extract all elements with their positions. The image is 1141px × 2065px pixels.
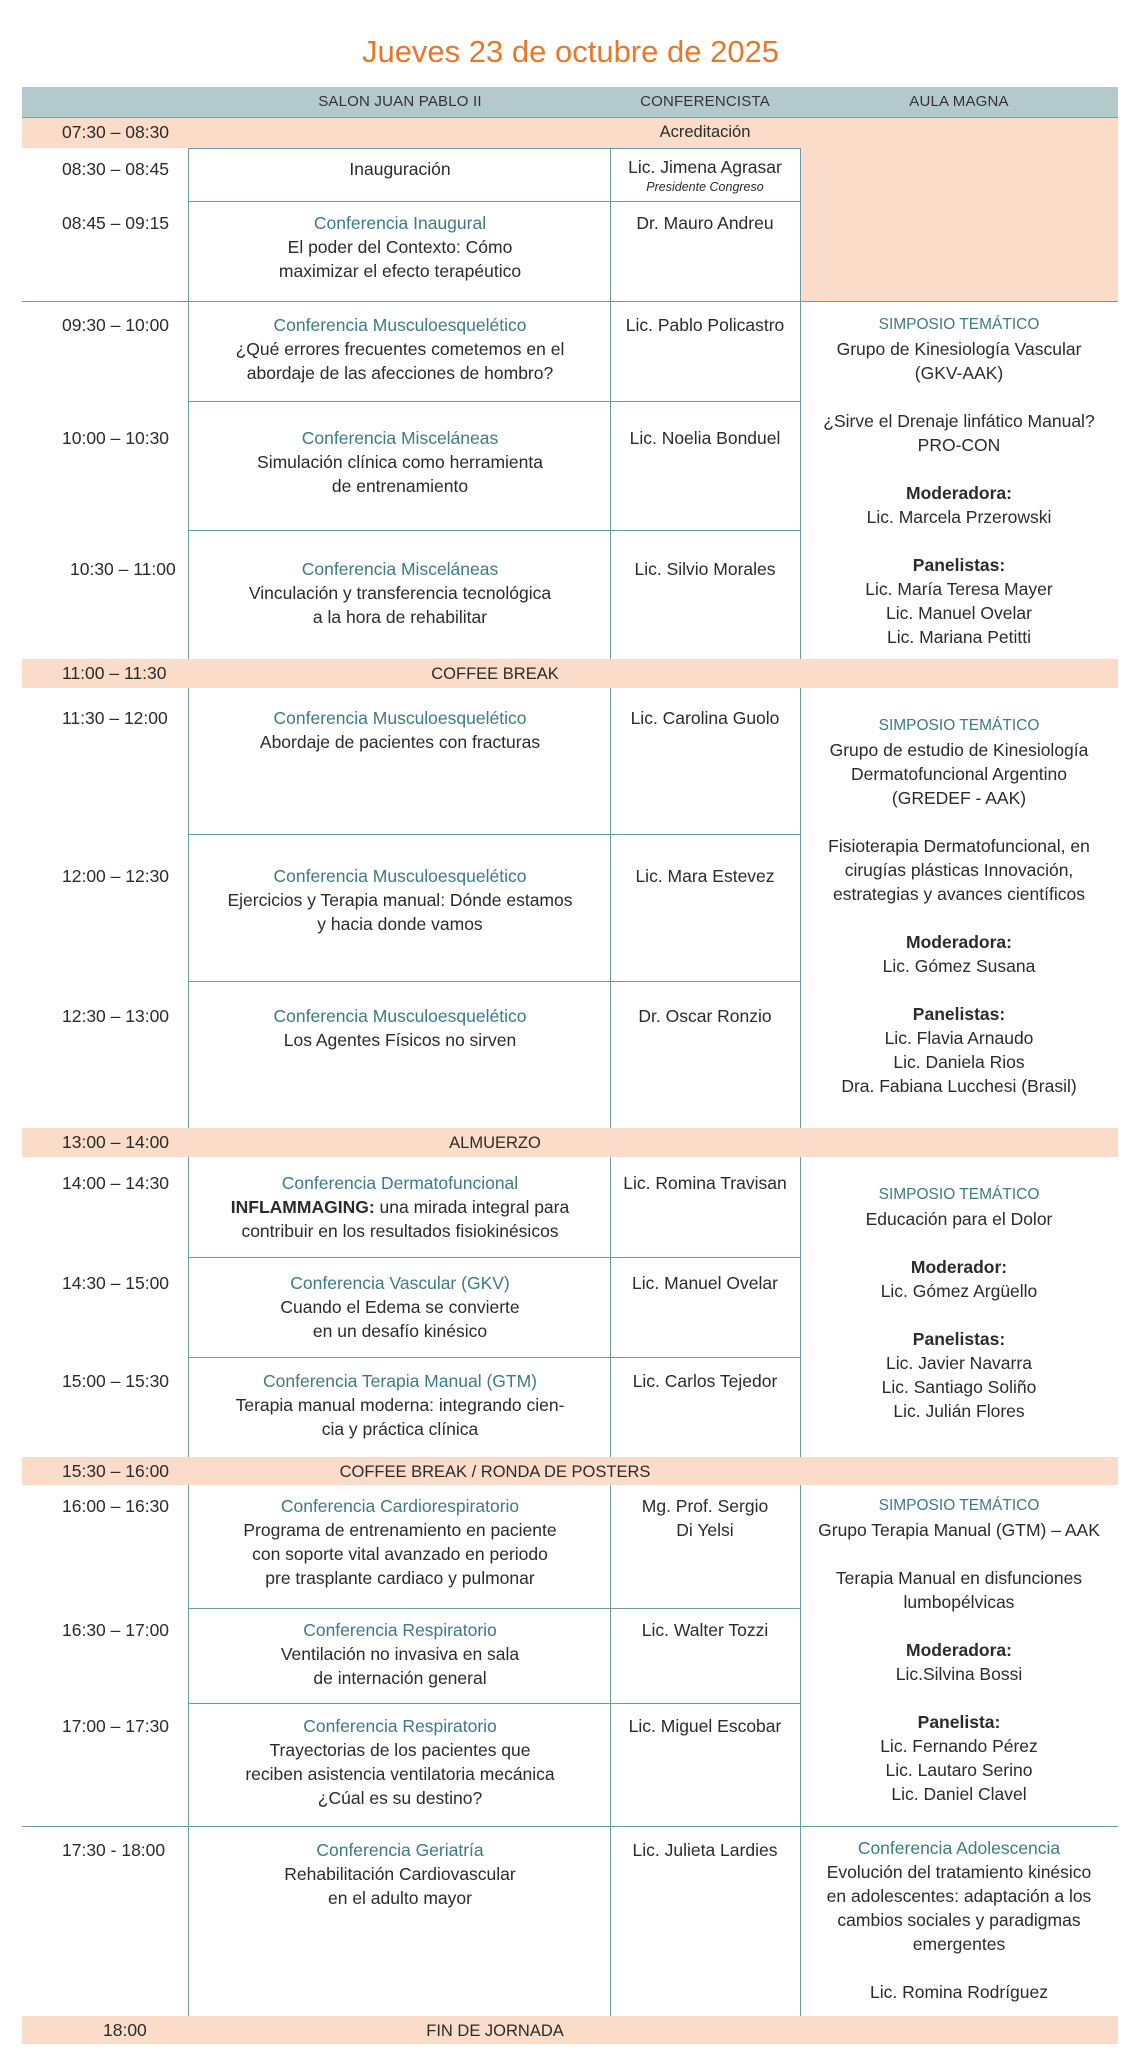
session-description bbox=[190, 706, 610, 754]
time-label: 18:00 bbox=[103, 2020, 147, 2040]
session-category: Conferencia Musculoesquelético bbox=[273, 708, 527, 728]
session-line bbox=[190, 1195, 610, 1219]
session-line: El poder del Contexto: Cómo bbox=[287, 237, 513, 257]
session-time: 17:30 - 18:00 bbox=[62, 1840, 166, 1860]
session-category: Conferencia Cardiorespiratorio bbox=[280, 1496, 520, 1516]
session-description bbox=[190, 1714, 610, 1810]
aula-heading: Moderador: bbox=[910, 1257, 1008, 1277]
aula-line: estrategias y avances científicos bbox=[833, 884, 1085, 904]
session-category: Conferencia Geriatría bbox=[316, 1840, 484, 1860]
header-salon: SALON JUAN PABLO II bbox=[318, 93, 482, 110]
session-time: 14:00 – 14:30 bbox=[62, 1173, 170, 1193]
row-rule bbox=[188, 401, 800, 402]
session-line: ¿Qué errores frecuentes cometemos en el bbox=[235, 339, 565, 359]
session-line: ¿Cúal es su destino? bbox=[317, 1788, 483, 1808]
speaker-name: Lic. Mara Estevez bbox=[635, 866, 775, 886]
session-line: de internación general bbox=[313, 1668, 487, 1688]
spacer bbox=[800, 1231, 1118, 1255]
speaker-name: Lic. Manuel Ovelar bbox=[632, 1273, 778, 1293]
session-time: 10:00 – 10:30 bbox=[62, 428, 170, 448]
row-rule bbox=[22, 1826, 1118, 1827]
aula-line: Lic. Romina Rodríguez bbox=[870, 1982, 1048, 2002]
spacer bbox=[800, 1614, 1118, 1638]
session-category: Conferencia Misceláneas bbox=[301, 428, 499, 448]
session-line: abordaje de las afecciones de hombro? bbox=[246, 363, 554, 383]
session-description bbox=[190, 864, 610, 936]
session-time: 09:30 – 10:00 bbox=[62, 315, 170, 335]
session-line: y hacia donde vamos bbox=[317, 914, 483, 934]
aula-line: Grupo de Kinesiología Vascular bbox=[836, 339, 1082, 359]
column-rule bbox=[188, 148, 189, 659]
spacer bbox=[800, 906, 1118, 930]
session-category: Conferencia Musculoesquelético bbox=[273, 1006, 527, 1026]
aula-heading: Moderadora: bbox=[906, 1640, 1012, 1660]
session-time: 16:00 – 16:30 bbox=[62, 1496, 170, 1516]
session-category: Conferencia Respiratorio bbox=[303, 1716, 497, 1736]
column-rule bbox=[188, 688, 189, 1128]
session-line: Abordaje de pacientes con fracturas bbox=[259, 732, 541, 752]
speaker-name: Lic. Julieta Lardies bbox=[632, 1840, 778, 1860]
aula-line: Dra. Fabiana Lucchesi (Brasil) bbox=[841, 1076, 1077, 1096]
row-rule bbox=[188, 981, 800, 982]
aula-session bbox=[800, 313, 1118, 649]
aula-line: lumbopélvicas bbox=[903, 1592, 1015, 1612]
aula-line: Grupo Terapia Manual (GTM) – AAK bbox=[818, 1520, 1100, 1540]
aula-line: Lic. Gómez Argüello bbox=[880, 1281, 1038, 1301]
session-line: reciben asistencia ventilatoria mecánica bbox=[245, 1764, 555, 1784]
aula-line: PRO-CON bbox=[917, 435, 1001, 455]
aula-line: Grupo de estudio de Kinesiología bbox=[829, 740, 1089, 760]
session-description bbox=[190, 557, 610, 629]
session-speaker bbox=[610, 211, 800, 235]
session-line: Los Agentes Físicos no sirven bbox=[283, 1030, 517, 1050]
session-line: Rehabilitación Cardiovascular bbox=[284, 1864, 516, 1884]
aula-line: Lic. María Teresa Mayer bbox=[865, 579, 1053, 599]
session-line: Ventilación no invasiva en sala bbox=[280, 1644, 520, 1664]
time-label: 13:00 – 14:00 bbox=[62, 1132, 170, 1152]
aula-line: Lic. Julián Flores bbox=[893, 1401, 1025, 1421]
session-line: Programa de entrenamiento en paciente bbox=[243, 1520, 557, 1540]
speaker-name: Mg. Prof. Sergio bbox=[641, 1496, 769, 1516]
session-time: 08:30 – 08:45 bbox=[62, 159, 170, 179]
band-label: ALMUERZO bbox=[449, 1134, 541, 1152]
speaker-name: Lic. Jimena Agrasar bbox=[628, 157, 782, 177]
band-label: FIN DE JORNADA bbox=[426, 2022, 564, 2040]
session-time: 12:00 – 12:30 bbox=[62, 866, 170, 886]
session-line: maximizar el efecto terapéutico bbox=[278, 261, 522, 281]
aula-category: SIMPOSIO TEMÁTICO bbox=[878, 1497, 1040, 1514]
aula-session bbox=[800, 714, 1118, 1098]
speaker-name: Lic. Pablo Policastro bbox=[625, 315, 785, 335]
row-rule bbox=[188, 148, 800, 149]
session-speaker bbox=[610, 1618, 800, 1642]
aula-line: Lic. Flavia Arnaudo bbox=[884, 1028, 1034, 1048]
session-line: en un desafío kinésico bbox=[312, 1321, 488, 1341]
aula-session bbox=[800, 1183, 1118, 1423]
aula-line: cirugías plásticas Innovación, bbox=[844, 860, 1074, 880]
time-label: 11:00 – 11:30 bbox=[62, 663, 167, 683]
column-rule bbox=[610, 1485, 611, 2016]
column-rule bbox=[188, 1157, 189, 1457]
aula-category: SIMPOSIO TEMÁTICO bbox=[878, 717, 1040, 734]
speaker-note: Presidente Congreso bbox=[646, 180, 764, 194]
session-time: 14:30 – 15:00 bbox=[62, 1273, 170, 1293]
header-aula: AULA MAGNA bbox=[909, 93, 1009, 110]
aula-line: Lic. Manuel Ovelar bbox=[886, 603, 1032, 623]
session-time: 17:00 – 17:30 bbox=[62, 1716, 170, 1736]
session-speaker bbox=[610, 155, 800, 195]
session-line: a la hora de rehabilitar bbox=[312, 607, 488, 627]
speaker-name: Lic. Carolina Guolo bbox=[630, 708, 780, 728]
band-label: Acreditación bbox=[659, 123, 751, 141]
speaker-name: Lic. Noelia Bonduel bbox=[629, 428, 781, 448]
band-label: COFFEE BREAK / RONDA DE POSTERS bbox=[339, 1463, 651, 1481]
session-line: Simulación clínica como herramienta bbox=[257, 452, 543, 472]
session-line: contribuir en los resultados fisiokinésicos bbox=[241, 1221, 559, 1241]
row-rule bbox=[22, 301, 1118, 302]
aula-line: Educación para el Dolor bbox=[865, 1209, 1053, 1229]
row-rule bbox=[188, 1608, 800, 1609]
session-line: Inauguración bbox=[349, 159, 451, 179]
session-description bbox=[190, 1171, 610, 1243]
speaker-name: Dr. Oscar Ronzio bbox=[638, 1006, 772, 1026]
session-description bbox=[190, 1838, 610, 1910]
session-category: Conferencia Dermatofuncional bbox=[281, 1173, 519, 1193]
aula-line: Lic. Daniela Rios bbox=[893, 1052, 1025, 1072]
aula-line: (GREDEF - AAK) bbox=[891, 788, 1027, 808]
aula-line: Lic. Mariana Petitti bbox=[887, 627, 1031, 647]
aula-line: Lic. Javier Navarra bbox=[886, 1353, 1032, 1373]
session-line: Terapia manual moderna: integrando cien- bbox=[235, 1395, 565, 1415]
session-description bbox=[190, 1369, 610, 1441]
time-label: 07:30 – 08:30 bbox=[62, 122, 170, 142]
session-time: 15:00 – 15:30 bbox=[62, 1371, 170, 1391]
session-speaker bbox=[610, 1369, 800, 1393]
session-category: Conferencia Vascular (GKV) bbox=[290, 1273, 510, 1293]
aula-line: ¿Sirve el Drenaje linfático Manual? bbox=[823, 411, 1095, 431]
aula-line: Lic. Gómez Susana bbox=[882, 956, 1036, 976]
aula-category: Conferencia Adolescencia bbox=[857, 1838, 1061, 1858]
spacer bbox=[800, 385, 1118, 409]
spacer bbox=[800, 978, 1118, 1002]
session-speaker bbox=[610, 557, 800, 581]
column-rule bbox=[610, 688, 611, 1128]
aula-line: Dermatofuncional Argentino bbox=[851, 764, 1067, 784]
session-category: Conferencia Musculoesquelético bbox=[273, 315, 527, 335]
session-time: 08:45 – 09:15 bbox=[62, 213, 170, 233]
session-category: Conferencia Respiratorio bbox=[303, 1620, 497, 1640]
row-rule bbox=[188, 530, 800, 531]
session-line: cia y práctica clínica bbox=[321, 1419, 479, 1439]
session-time: 10:30 – 11:00 bbox=[70, 559, 176, 579]
aula-line: (GKV-AAK) bbox=[914, 363, 1004, 383]
session-speaker bbox=[610, 426, 800, 450]
spacer bbox=[800, 1956, 1118, 1980]
session-description bbox=[190, 1004, 610, 1052]
column-rule bbox=[188, 1485, 189, 2016]
speaker-name: Dr. Mauro Andreu bbox=[636, 213, 774, 233]
aula-heading: Panelista: bbox=[917, 1712, 1001, 1732]
session-category: Conferencia Misceláneas bbox=[301, 559, 499, 579]
row-rule bbox=[188, 1703, 800, 1704]
spacer bbox=[800, 457, 1118, 481]
session-highlight: INFLAMMAGING: bbox=[230, 1197, 375, 1217]
row-rule bbox=[188, 1357, 800, 1358]
session-speaker bbox=[610, 1171, 800, 1195]
session-line-text: una mirada integral para bbox=[374, 1197, 570, 1217]
session-speaker bbox=[610, 864, 800, 888]
speaker-name: Lic. Romina Travisan bbox=[623, 1173, 787, 1193]
session-speaker bbox=[610, 1004, 800, 1028]
aula-line: Lic. Fernando Pérez bbox=[880, 1736, 1038, 1756]
session-description bbox=[190, 1618, 610, 1690]
session-description bbox=[190, 1494, 610, 1590]
speaker-name: Lic. Miguel Escobar bbox=[628, 1716, 782, 1736]
spacer bbox=[800, 529, 1118, 553]
session-description bbox=[190, 1271, 610, 1343]
aula-line: cambios sociales y paradigmas bbox=[837, 1910, 1081, 1930]
session-line: en el adulto mayor bbox=[328, 1888, 472, 1908]
speaker-name: Lic. Silvio Morales bbox=[634, 559, 776, 579]
band-label: COFFEE BREAK bbox=[431, 665, 559, 683]
session-category: Conferencia Inaugural bbox=[313, 213, 487, 233]
session-description bbox=[190, 211, 610, 283]
session-line: de entrenamiento bbox=[331, 476, 469, 496]
aula-line: Lic. Marcela Przerowski bbox=[866, 507, 1052, 527]
session-line: Ejercicios y Terapia manual: Dónde estamos bbox=[227, 890, 573, 910]
aula-session bbox=[800, 1494, 1118, 1806]
header-speaker: CONFERENCISTA bbox=[640, 93, 770, 110]
session-line: con soporte vital avanzado en periodo bbox=[252, 1544, 548, 1564]
session-speaker bbox=[610, 1714, 800, 1738]
row-rule bbox=[188, 201, 800, 202]
session-time: 11:30 – 12:00 bbox=[62, 708, 168, 728]
session-speaker bbox=[610, 313, 800, 337]
session-line: Vinculación y transferencia tecnológica bbox=[248, 583, 552, 603]
aula-line: Terapia Manual en disfunciones bbox=[835, 1568, 1083, 1588]
speaker-name: Di Yelsi bbox=[676, 1520, 734, 1540]
speaker-name: Lic. Walter Tozzi bbox=[641, 1620, 769, 1640]
aula-category: SIMPOSIO TEMÁTICO bbox=[878, 1186, 1040, 1203]
session-speaker bbox=[610, 1271, 800, 1295]
spacer bbox=[800, 1303, 1118, 1327]
session-line: Cuando el Edema se convierte bbox=[280, 1297, 520, 1317]
aula-line: Lic. Daniel Clavel bbox=[891, 1784, 1027, 1804]
aula-closed-block bbox=[800, 148, 1118, 301]
session-description bbox=[190, 157, 610, 181]
aula-line: Lic.Silvina Bossi bbox=[895, 1664, 1023, 1684]
aula-line: Fisioterapia Dermatofuncional, en bbox=[828, 836, 1090, 856]
spacer bbox=[800, 1686, 1118, 1710]
session-line: pre trasplante cardiaco y pulmonar bbox=[265, 1568, 535, 1588]
spacer bbox=[800, 1542, 1118, 1566]
column-rule bbox=[610, 1157, 611, 1457]
row-rule bbox=[188, 834, 800, 835]
aula-line: Evolución del tratamiento kinésico bbox=[826, 1862, 1092, 1882]
aula-heading: Moderadora: bbox=[906, 483, 1012, 503]
aula-heading: Moderadora: bbox=[906, 932, 1012, 952]
time-label: 15:30 – 16:00 bbox=[62, 1461, 170, 1481]
session-description bbox=[190, 426, 610, 498]
aula-line: Lic. Lautaro Serino bbox=[885, 1760, 1033, 1780]
aula-heading: Panelistas: bbox=[912, 1329, 1006, 1349]
aula-line: Lic. Santiago Soliño bbox=[881, 1377, 1037, 1397]
spacer bbox=[800, 810, 1118, 834]
session-description bbox=[190, 313, 610, 385]
aula-heading: Panelistas: bbox=[912, 555, 1006, 575]
session-time: 12:30 – 13:00 bbox=[62, 1006, 170, 1026]
session-speaker bbox=[610, 1494, 800, 1542]
session-line: Trayectorias de los pacientes que bbox=[269, 1740, 531, 1760]
session-category: Conferencia Terapia Manual (GTM) bbox=[263, 1371, 537, 1391]
aula-heading: Panelistas: bbox=[912, 1004, 1006, 1024]
aula-line: emergentes bbox=[912, 1934, 1006, 1954]
speaker-name: Lic. Carlos Tejedor bbox=[632, 1371, 778, 1391]
session-category: Conferencia Musculoesquelético bbox=[273, 866, 527, 886]
session-speaker bbox=[610, 706, 800, 730]
row-rule bbox=[188, 1257, 800, 1258]
session-time: 16:30 – 17:00 bbox=[62, 1620, 170, 1640]
page-title: Jueves 23 de octubre de 2025 bbox=[361, 34, 780, 69]
aula-session bbox=[800, 1836, 1118, 2004]
session-speaker bbox=[610, 1838, 800, 1862]
aula-category: SIMPOSIO TEMÁTICO bbox=[878, 316, 1040, 333]
aula-line: en adolescentes: adaptación a los bbox=[826, 1886, 1092, 1906]
